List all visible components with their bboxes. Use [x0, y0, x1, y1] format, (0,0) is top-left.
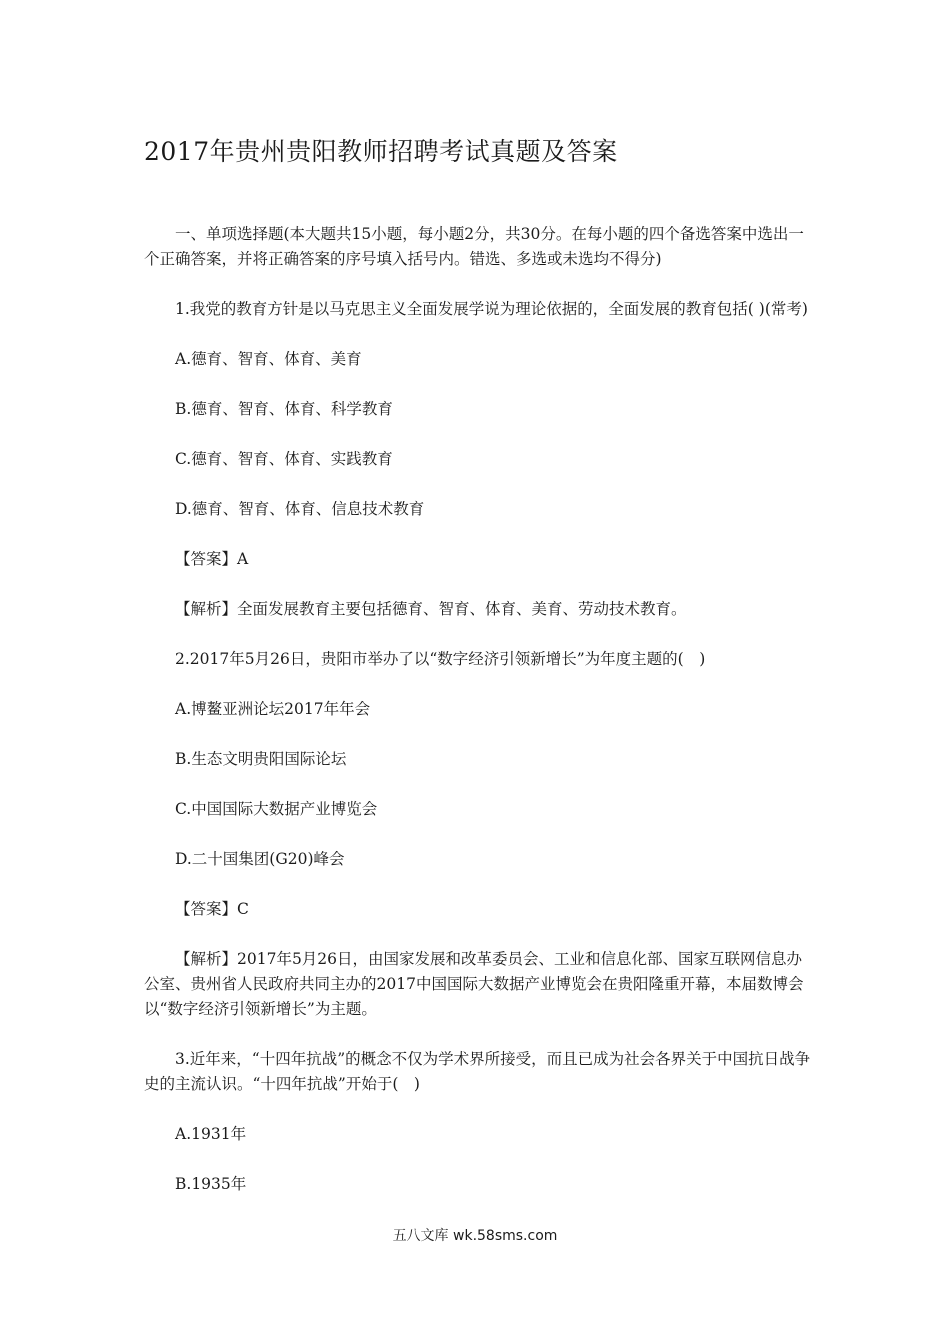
question-1-option-c: C.德育、智育、体育、实践教育	[175, 450, 393, 468]
question-3-option-b: B.1935年	[175, 1175, 247, 1193]
question-1-option-a: A.德育、智育、体育、美育	[175, 350, 362, 368]
question-2-option-c: C.中国国际大数据产业博览会	[175, 800, 378, 818]
question-2-stem: 2.2017年5月26日，贵阳市举办了以“数字经济引领新增长”为年度主题的( )	[175, 650, 706, 668]
section-intro: 一、单项选择题(本大题共15小题，每小题2分，共30分。在每小题的四个备选答案中选出一个正确答案，并将正确答案的序号填入括号内。错选、多选或未选均不得分)	[144, 225, 804, 268]
question-1-analysis: 【解析】全面发展教育主要包括德育、智育、体育、美育、劳动技术教育。	[175, 600, 687, 618]
question-2-analysis: 【解析】2017年5月26日，由国家发展和改革委员会、工业和信息化部、国家互联网信息办公室、贵州省人民政府共同主办的2017中国国际大数据产业博览会在贵阳隆重开幕，本届数博会以“数字经济引领新增长”为主题。	[144, 950, 804, 1018]
question-2-option-a: A.博鳌亚洲论坛2017年年会	[175, 700, 371, 718]
question-2-option-d: D.二十国集团(G20)峰会	[175, 850, 345, 868]
question-2-answer: 【答案】C	[175, 900, 249, 918]
document-body	[144, 222, 812, 1222]
page-title: 2017年贵州贵阳教师招聘考试真题及答案	[144, 137, 618, 166]
question-1-option-b: B.德育、智育、体育、科学教育	[175, 400, 393, 418]
page-footer-watermark: 五八文库 wk.58sms.com	[392, 1228, 558, 1244]
question-2-option-b: B.生态文明贵阳国际论坛	[175, 750, 347, 768]
question-3-option-a: A.1931年	[175, 1125, 247, 1143]
question-1-answer: 【答案】A	[175, 550, 249, 568]
question-1-option-d: D.德育、智育、体育、信息技术教育	[175, 500, 425, 518]
question-3-stem: 3.近年来，“十四年抗战”的概念不仅为学术界所接受，而且已成为社会各界关于中国抗日战争史的主流认识。“十四年抗战”开始于( )	[144, 1050, 811, 1093]
question-1-stem: 1.我党的教育方针是以马克思主义全面发展学说为理论依据的，全面发展的教育包括( )(常考)	[175, 300, 808, 318]
